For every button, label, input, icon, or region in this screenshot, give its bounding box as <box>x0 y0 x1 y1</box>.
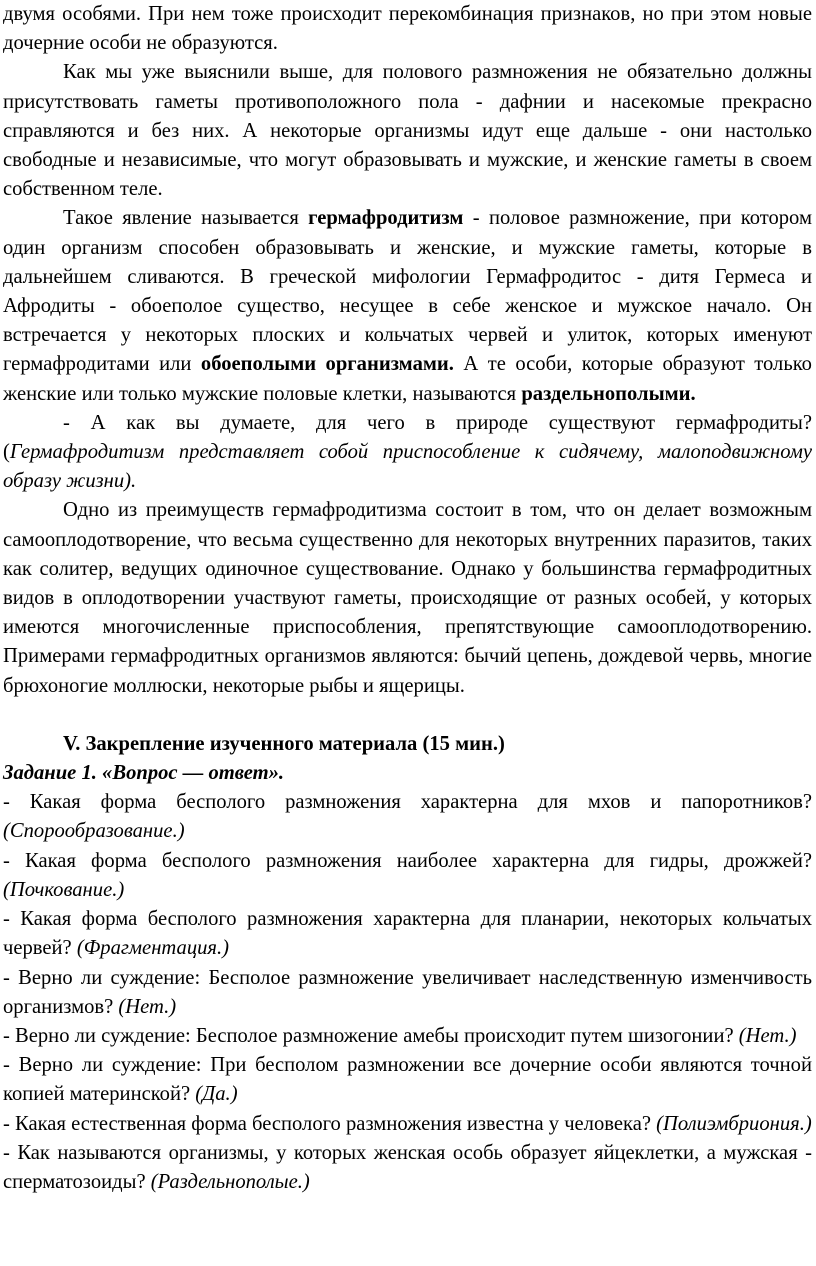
paragraph-advantages: Одно из преимуществ гермафродитизма состоит в том, что он делает возможным самооплодотворение, что весьма существенно для некоторых внутренних паразитов, таких как солитер, ведущих одиночное существование. Однако у большинства гермафродитных видов в оплодотворении участвуют гаметы, происходящие от разных особей, у которых имеются многочисленные приспособления, препятствующие самооплодотворению. Примерами гермафродитных организмов являются: бычий цепень, дождевой червь, многие брюхоногие моллюски, некоторые рыбы и ящерицы. <box>3 499 812 697</box>
paragraph-hermaphroditism <box>3 204 812 408</box>
text-run: Такое явление называется <box>63 207 309 230</box>
qa-item <box>3 1139 812 1197</box>
text-run: - половое размножение, при котором один организм способен образовывать и женские, и мужские гаметы, которые в дальнейшем сливаются. В греческой мифологии Гермафродитос - дитя Гермеса и Афродиты - обоеполое существо, несущее в себе женское и мужское начало. Он встречается у некоторых плоских и кольчатых червей и улиток, которых именуют гермафродитами или <box>3 207 812 376</box>
qa-answer: (Да.) <box>195 1083 238 1106</box>
term-bisexual-organisms: обоеполыми организмами. <box>200 353 454 376</box>
paragraph-continuation: двумя особями. При нем тоже происходит перекомбинация признаков, но при этом новые дочерние особи не образуются. <box>3 3 812 55</box>
qa-question: - Какая форма бесполого размножения характерна для планарии, некоторых кольчатых червей? <box>3 908 812 960</box>
text-run: А те особи, которые образуют только женские или только мужские половые клетки, называются <box>3 353 812 405</box>
paragraph-spacer <box>3 701 812 730</box>
qa-item <box>3 1051 812 1109</box>
qa-item <box>3 905 812 963</box>
answer-text: Гермафродитизм представляет собой приспособление к сидячему, малоподвижному образу жизни). <box>3 441 812 493</box>
qa-question: - Как называются организмы, у которых женская особь образует яйцеклетки, а мужская - сперматозоиды? <box>3 1141 812 1193</box>
qa-item <box>3 788 812 846</box>
task-heading <box>3 759 812 788</box>
qa-question: - Верно ли суждение: Бесполое размножение амебы происходит путем шизогонии? <box>3 1024 739 1047</box>
qa-answer: (Раздельнополые.) <box>150 1170 310 1193</box>
qa-question: - Какая форма бесполого размножения наиболее характерна для гидры, дрожжей? <box>3 849 812 872</box>
qa-answer: (Нет.) <box>118 995 177 1018</box>
paragraph-question <box>3 409 812 497</box>
qa-question: - Какая форма бесполого размножения характерна для мхов и папоротников? <box>3 791 812 814</box>
term-hermaphroditism: гермафродитизм <box>308 207 464 230</box>
term-dioecious: раздельнополыми. <box>521 382 696 405</box>
qa-answer: (Фрагментация.) <box>76 937 229 960</box>
qa-item <box>3 964 812 1022</box>
section-heading: V. Закрепление изученного материала (15 мин.) <box>63 732 505 755</box>
qa-answer: (Нет.) <box>738 1024 797 1047</box>
qa-answer: (Полиэмбриония.) <box>656 1112 812 1135</box>
qa-question: - Какая естественная форма бесполого размножения известна у человека? <box>3 1112 657 1135</box>
qa-item <box>3 1022 812 1051</box>
qa-item <box>3 847 812 905</box>
task-title: Задание 1. «Вопрос — ответ». <box>3 762 285 785</box>
qa-question: - Верно ли суждение: При бесполом размножении все дочерние особи являются точной копией материнской? <box>3 1054 812 1106</box>
qa-answer: (Спорообразование.) <box>3 820 185 843</box>
qa-answer: (Почкование.) <box>3 878 125 901</box>
qa-question: - Верно ли суждение: Бесполое размножение увеличивает наследственную изменчивость организмов? <box>3 966 812 1018</box>
question-text: - А как вы думаете, для чего в природе существуют гермафродиты? ( <box>3 411 812 464</box>
paragraph-gametes: Как мы уже выяснили выше, для полового размножения не обязательно должны присутствовать гаметы противоположного пола - дафнии и насекомые прекрасно справляются и без них. А некоторые организмы идут еще дальше - они настолько свободные и независимые, что могут образовывать и мужские, и женские гаметы в своем собственном теле. <box>3 61 812 201</box>
qa-list <box>3 788 812 1197</box>
qa-item <box>3 1110 812 1139</box>
